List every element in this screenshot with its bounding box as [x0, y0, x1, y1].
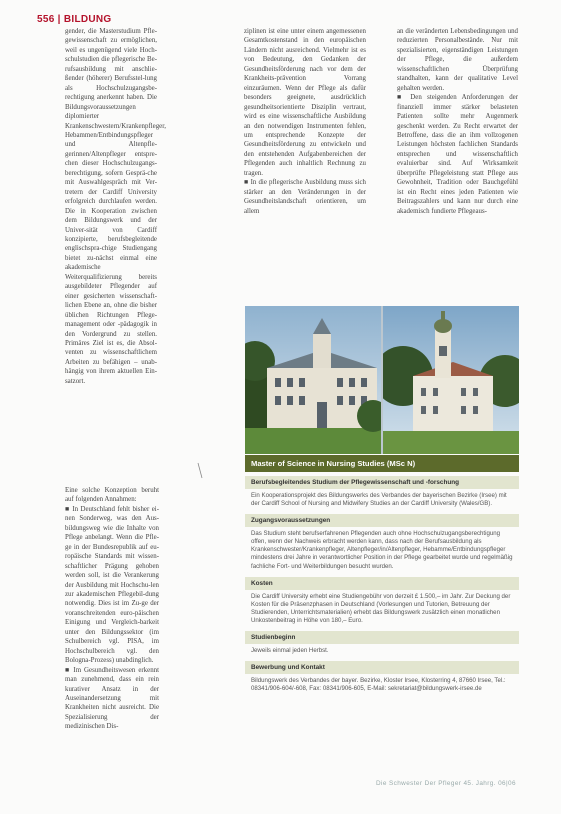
section-body: Jeweils einmal jeden Herbst.: [251, 647, 329, 655]
paragraph: ziplinen ist eine unter einem angemessenen Gesamtkostenstand in den europäischen Ländern nicht ausreichend. Vielmehr ist es von Bedeutung, den Gedanken der Gesundheitsförderung nach vor dem der Krankheits-prävention Vorrang einzuräumen. Wenn der Pflege als dafür besonders geeignete, ausdrücklich gesundheitsorientierte Disziplin vertraut, wird es eine wissenschaftliche Ausbildung an den notwendigen Instrumenten fehlen, um entsprechende Konzepte der Gesundheitsförderung zu entwickeln und den entstehenden Aufgabenbereichen der Pflegenden auch inhaltlich Rechnung zu tragen.: [244, 28, 366, 177]
photo-figure: [245, 306, 519, 454]
section-heading: Berufsbegleitendes Studium der Pflegewissenschaft und -forschung: [245, 476, 519, 489]
building-photo-left: [245, 306, 381, 454]
page-header: 556 | BILDUNG: [37, 14, 112, 25]
pen-stroke-mark: [196, 462, 206, 480]
paragraph: ■ Den steigenden Anforderungen der finanziell immer stärker belasteten Patienten sollte mehr Augenmerk geschenkt werden. Zu Recht erwartet der Betroffene, dass die an ihm vollzogenen Leistungen höchsten fachlichen Standards entsprechen und wissenschaftlich evaluierbar sind. Auf Wirksamkeit überprüfte Pflegeleistung statt Pflege aus Gewohnheit, Tradition oder Bauchgefühl ist ein Recht eines jeden Patienten wie Beitragszahlers und kann nur durch eine akademisch fundierte Pflegeaus-: [397, 94, 518, 215]
section-heading: Kosten: [245, 577, 519, 590]
paragraph: ■ Im Gesundheitswesen erkennt man zunehmend, dass ein rein kurativer Ansatz in der Auseinandersetzung mit Krankheiten nicht ausreicht. Die Spezialisierung der medizinischen Dis-: [65, 666, 159, 731]
section-body: Bildungswerk des Verbandes der bayer. Bezirke, Kloster Irsee, Klosterring 4, 87660 Irsee, Tel.: 08341/906-604/-608, Fax: 08341/906-605, E-Mail: sekretariat@bildungswerk-irsee.de: [251, 677, 506, 693]
column-2: [244, 27, 366, 216]
section-heading: Zugangsvoraussetzungen: [245, 514, 519, 527]
paragraph: an die veränderten Lebensbedingungen und reduzierten Personalbestände. Nur mit spezialisierten, eigenständigen Leistungen der Pflege, die außerdem wissenschaftlichen Überprüfung standhalten, kann der qualitative Level gehalten werden.: [397, 28, 518, 92]
section-body: Das Studium steht berufserfahrenen Pflegenden auch ohne Hochschulzugangsberechtigung offen, wenn der Nachweis erbracht werden kann, dass nach der Berufsausbildung als Krankenschwester/Krankenpfleger, Altenpfleger/in/Altenpfleger, Hebamme/Entbindungspfleger mindestens drei Jahre in verantwortlicher Position in der Pflege gearbeitet wurde und regelmäßig fachliche Fort- und Weiterbildungen besucht wurden.: [251, 530, 513, 570]
column-3: [397, 27, 518, 216]
info-box: [245, 474, 519, 697]
info-box-title: Master of Science in Nursing Studies (MSc N): [245, 455, 519, 472]
paragraph: ■ In die pflegerische Ausbildung muss sich stärker an den Veränderungen in der Gesundheitslandschaft orientieren, um allem: [244, 179, 366, 215]
section-heading: Bewerbung und Kontakt: [245, 661, 519, 674]
paragraph: ■ In Deutschland fehlt bisher ei-nen Sonderweg, was den Aus-bildungsweg wie die Inhalte von Pflege anbelangt. Wenn die Pfle-ge in der Bundesrepublik auf eu-ropäische Standards mit wissen-schaftlicher Prägung gehoben werden soll, ist die Verankerung der Ausbildung mit Hochschu-len zur akademischen Pflegebil-dung notwendig. Dies ist im Zu-ge der voranschreitenden euro-päischen Einigung und Vergleich-barkeit unter den Bildungssektor (im Schulbereich vgl. PISA, im Hochschulbereich vgl. den Bologna-Prozess) unabdinglich.: [65, 505, 159, 665]
section-body: Die Cardiff University erhebt eine Studiengebühr von derzeit £ 1.500,– im Jahr. Zur Deckung der Kosten für die Präsenzphasen in Deutschland (Vorlesungen und Tutorien, Betreuung der Studierenden, Unterrichtsmaterialien) erhebt das Bildungswerk zusätzlich einen monatlichen Unkostenbeitrag in Höhe von 180,– Euro.: [251, 592, 511, 624]
paragraph: Eine solche Konzeption beruht auf folgenden Annahmen:: [65, 487, 159, 504]
section-body: Ein Kooperationsprojekt des Bildungswerks des Verbandes der bayerischen Bezirke (Irsee) mit der Cardiff School of Nursing and Midwifery Studies an der Cardiff University (Wales/GB).: [251, 492, 507, 508]
paragraph: gender, die Masterstudium Pfle-gewissenschaft zu ermöglichen, weil es ungenügend viele Hoch-schulstudien die pflegerische Be-rufsausbildung mit anschlie-ßender (höherer) Berufsstel-lung als Hochschulzugangsbe-rechtigung anerkennt haben. Die Bildungsvoraussetzungen diplomierter Krankenschwestern/Krankenpfleger, Hebammen/Entbindungspfleger und Altenpfle-gerinnen/Altenpfleger entspre-chen dieser Hochschulzugangs-berechtigung, sofern Gesprä-che mit Auswahlgespräch mit Ver-tretern der Cardiff University erfolgreich durchlaufen werden. Die in Kooperation zwischen dem Bildungswerk und der Univer-sität von Cardiff konzipierte, berufsbegleitende englischspra-chige Studiengang bietet zu-nächst einmal eine akademische Weiterqualifizierung bereits ausgebildeter Pflegender auf einer gesicherten wissenschaft-lichen Ebene an, ohne die bisher üblichen Richtungen Pflege-management oder -pädagogik in den Vordergrund zu stellen. Primäres Ziel ist es, die Absol-venten zu wissenschaftlichem Arbeiten zu befähigen – unab-hängig von ihrem aktuellen Ein-satzort.: [65, 28, 166, 385]
page-footer: Die Schwester Der Pfleger 45. Jahrg. 06|06: [376, 780, 516, 787]
column-1: [65, 27, 166, 386]
section-heading: Studienbeginn: [245, 631, 519, 644]
monastery-photo-right: [383, 306, 519, 454]
column-1-continued: [65, 486, 159, 732]
